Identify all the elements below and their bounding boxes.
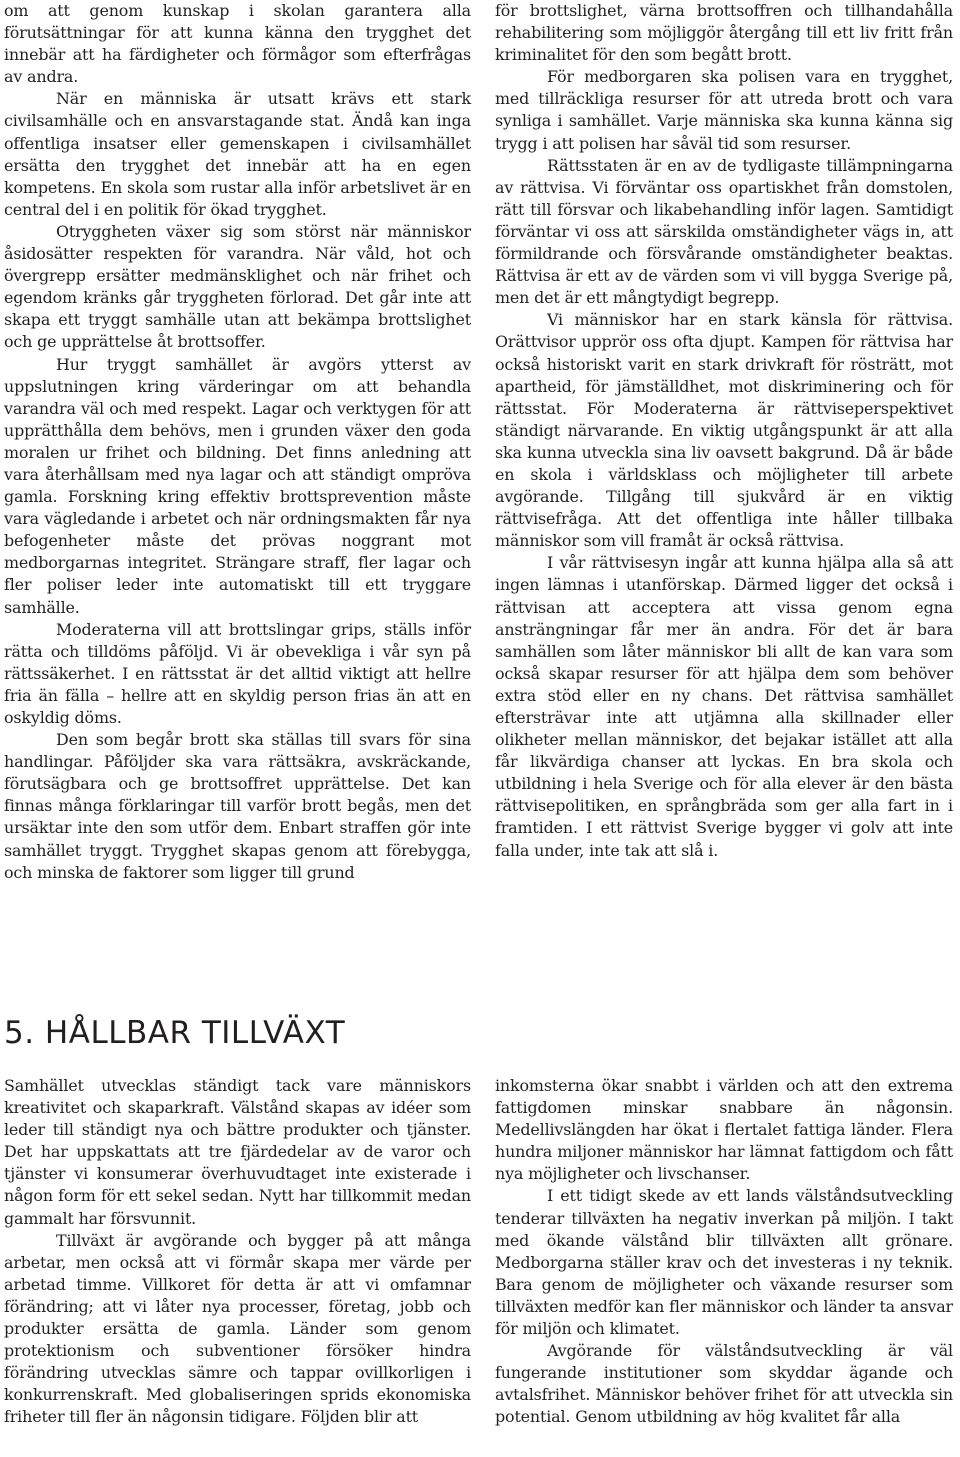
paragraph: Vi människor har en stark känsla för rättvisa. Orättvisor upprör oss ofta djupt. Kampen för rättvisa har också historiskt varit en stark drivkraft för rösträtt, mot apartheid, för jämställdhet, mot diskriminering och för rättsstat. För Moderaterna är rättviseperspektivet ständigt närvarande. En viktig utgångspunkt är att alla ska kunna utveckla sina liv oavsett bakgrund. Då är både en skola i världsklass och möjligheter till arbete avgörande. Tillgång till sjukvård är en viktig rättvisefråga. Att det offentliga inte håller tillbaka människor som vill framåt är också rättvisa. [495,310,953,551]
top-left-column [4,0,471,884]
paragraph: Den som begår brott ska ställas till svars för sina handlingar. Påföljder ska vara rättsäkra, avskräckande, förutsägbara och ge brottsoffret upprättelse. Det kan finnas många förklaringar till varför brott begås, men det ursäktar inte den som utför dem. Enbart straffen gör inte samhället tryggt. Trygghet skapas genom att förebygga, och minska de faktorer som ligger till grund [4,730,471,882]
paragraph: för brottslighet, värna brottsoffren och tillhandahålla rehabilitering som möjliggör återgång till ett liv fritt från kriminalitet för den som begått brott. [495,1,953,65]
section-right-column [495,1075,953,1429]
paragraph: I ett tidigt skede av ett lands välståndsutveckling tenderar tillväxten ha negativ inverkan på miljön. I takt med ökande välstånd blir tillväxten allt grönare. Medborgarna ställer krav och det investeras i ny teknik. Bara genom de möjligheter och växande resurser som tillväxten medför kan fler människor och länder ta ansvar för miljön och klimatet. [495,1186,953,1339]
paragraph: I vår rättvisesyn ingår att kunna hjälpa alla så att ingen lämnas i utanförskap. Därmed ligger det också i rättvisan att acceptera att vissa genom egna ansträngningar får mer än andra. För det är bara samhällen som låter människor bli allt de kan vara som också skapar resurser för att hjälpa dem som behöver extra stöd eller en ny chans. Det rättvisa samhället eftersträvar inte att utjämna alla skillnader eller olikheter mellan människor, det bejakar istället att alla får likvärdiga chanser att lyckas. En bra skola och utbildning i hela Sverige och för alla elever är den bästa rättvisepolitiken, en språngbräda som ger alla fart in i framtiden. I ett rättvist Sverige bygger vi golv att inte falla under, inte tak att slå i. [495,553,953,860]
paragraph: Samhället utvecklas ständigt tack vare människors kreativitet och skaparkraft. Välstånd skapas av idéer som leder till ständigt nya och bättre produkter och tjänster. Det har uppskattats att tre fjärdedelar av de varor och tjänster vi konsumerar överhuvudtaget inte existerade i någon form för ett sekel sedan. Nytt har tillkommit medan gammalt har försvunnit. [4,1076,471,1228]
paragraph: Hur tryggt samhället är avgörs ytterst av uppslutningen kring värderingar om att behandla varandra väl och med respekt. Lagar och verktygen för att upprätthålla dem behövs, men i grunden växer den goda moralen ur frihet och bildning. Det finns anledning att vara återhållsam med nya lagar och att ständigt ompröva gamla. Forskning kring effektiv brottsprevention måste vara vägledande i arbetet och när ordningsmakten får nya befogenheter måste det prövas noggrant mot medborgarnas integritet. Strängare straff, fler lagar och fler poliser leder inte automatiskt till ett tryggare samhälle. [4,354,471,617]
paragraph: När en människa är utsatt krävs ett stark civilsamhälle och en ansvarstagande stat. Ändå kan inga offentliga insatser eller gemenskapen i civilsamhället ersätta den trygghet det innebär att ha en egen kompetens. En skola som rustar alla inför arbetslivet är en central del i en politik för ökad trygghet. [4,89,471,219]
paragraph: Otryggheten växer sig som störst när människor åsidosätter respekten för varandra. När våld, hot och övergrepp ersätter medmänsklighet och när frihet och egendom kränks går tryggheten förlorad. Det går inte att skapa ett tryggt samhälle utan att bekämpa brottslighet och ge upprättelse åt brottsoffer. [4,221,471,352]
paragraph: Tillväxt är avgörande och bygger på att många arbetar, men också att vi förmår skapa mer värde per arbetad timme. Villkoret för detta är att vi omfamnar förändring; att vi låter nya processer, företag, jobb och produkter ersätta de gamla. Länder som genom protektionism och subventioner försöker hindra förändring utvecklas sämre och tappar ovillkorligen i konkurrenskraft. Med globaliseringen sprids ekonomiska friheter till fler än någonsin tidigare. Följden blir att [4,1230,471,1427]
section-left-column [4,1075,471,1429]
paragraph: Moderaterna vill att brottslingar grips, ställs inför rätta och tilldöms påföljd. Vi är obevekliga i vår syn på rättssäkerhet. I en rättsstat är det alltid viktigt att hellre fria än fälla – hellre att en skyldig person frias än att en oskyldig döms. [4,619,471,727]
paragraph: om att genom kunskap i skolan garantera alla förutsättningar för att kunna känna den trygghet det innebär att ha färdigheter och förmågor som efterfrågas av andra. [4,1,471,87]
paragraph: inkomsterna ökar snabbt i världen och att den extrema fattigdomen minskar snabbare än någonsin. Medellivslängden har ökat i flertalet fattiga länder. Flera hundra miljoner människor har lämnat fattigdom och fått nya möjligheter och livschanser. [495,1076,953,1184]
paragraph: För medborgaren ska polisen vara en trygghet, med tillräckliga resurser för att utreda brott och vara synliga i samhället. Varje människa ska kunna känna sig trygg i att polisen har såväl tid som resurser. [495,67,953,153]
top-right-column [495,0,953,862]
section-heading: 5. HÅLLBAR TILLVÄXT [4,1015,346,1051]
paragraph: Avgörande för välståndsutveckling är väl fungerande institutioner som skyddar ägande och avtalsfrihet. Människor behöver frihet för att utveckla sin potential. Genom utbildning av hög kvalitet får alla [495,1341,953,1427]
paragraph: Rättsstaten är en av de tydligaste tillämpningarna av rättvisa. Vi förväntar oss opartiskhet från domstolen, rätt till försvar och likabehandling inför lagen. Samtidigt förväntar vi oss att särskilda omständigheter vägs in, att förmildrande och försvårande omständigheter beaktas. Rättvisa är ett av de värden som vi vill bygga Sverige på, men det är ett mångtydigt begrepp. [495,155,953,308]
